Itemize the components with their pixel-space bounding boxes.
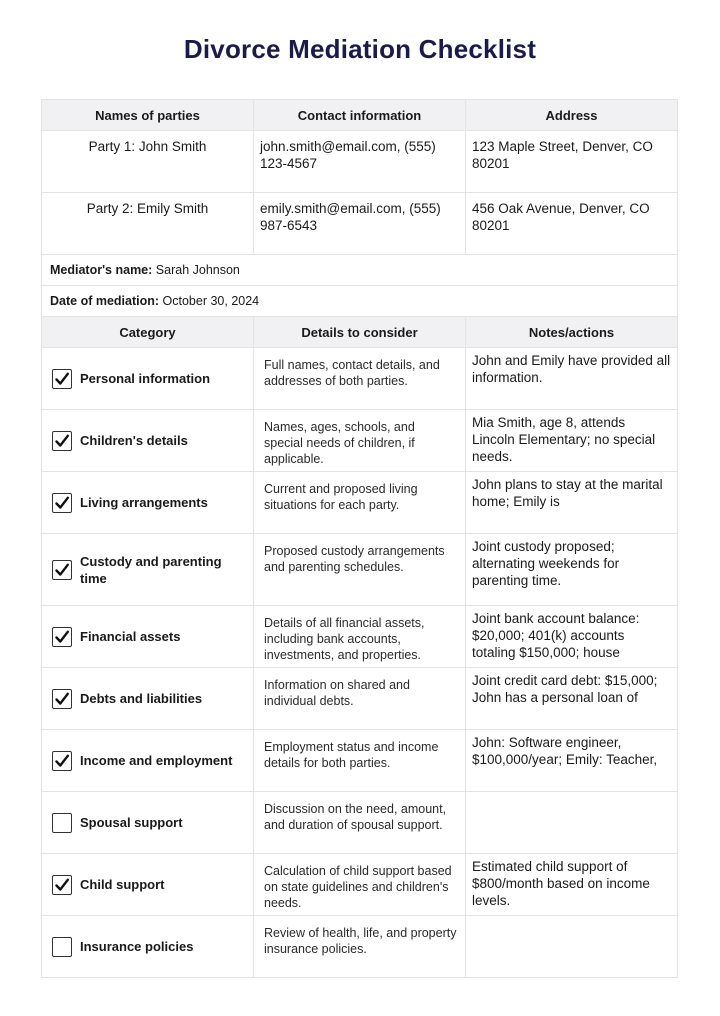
checklist-row bbox=[42, 854, 678, 916]
checkbox-checked[interactable] bbox=[52, 493, 72, 513]
details-cell: Employment status and income details for both parties. bbox=[254, 730, 466, 792]
checklist-row bbox=[42, 472, 678, 534]
category-cell bbox=[42, 410, 254, 472]
checkmark-icon bbox=[54, 371, 70, 387]
date-row bbox=[42, 286, 678, 317]
notes-cell bbox=[466, 916, 678, 978]
notes-cell: Joint bank account balance: $20,000; 401(k) accounts totaling $150,000; house bbox=[466, 606, 678, 668]
page-title: Divorce Mediation Checklist bbox=[183, 34, 537, 64]
header-contact-information: Contact information bbox=[254, 100, 466, 131]
header-category: Category bbox=[42, 317, 254, 348]
party-contact: john.smith@email.com, (555) 123-4567 bbox=[254, 131, 466, 193]
header-details: Details to consider bbox=[254, 317, 466, 348]
notes-cell bbox=[466, 792, 678, 854]
details-cell: Names, ages, schools, and special needs of children, if applicable. bbox=[254, 410, 466, 472]
checkmark-icon bbox=[54, 562, 70, 578]
date-value: October 30, 2024 bbox=[162, 293, 260, 308]
date-label: Date of mediation: bbox=[50, 293, 160, 308]
category-label: Income and employment bbox=[80, 753, 233, 768]
notes-cell: Estimated child support of $800/month based on income levels. bbox=[466, 854, 678, 916]
checklist-row bbox=[42, 792, 678, 854]
checklist-header-row bbox=[42, 317, 678, 348]
header-names-of-parties: Names of parties bbox=[42, 100, 254, 131]
details-cell: Current and proposed living situations for each party. bbox=[254, 472, 466, 534]
mediation-checklist-table bbox=[41, 99, 678, 978]
details-cell: Proposed custody arrangements and parenting schedules. bbox=[254, 534, 466, 606]
notes-cell: Mia Smith, age 8, attends Lincoln Elementary; no special needs. bbox=[466, 410, 678, 472]
checklist-row bbox=[42, 534, 678, 606]
notes-cell: Joint credit card debt: $15,000; John has a personal loan of bbox=[466, 668, 678, 730]
checkbox-checked[interactable] bbox=[52, 689, 72, 709]
details-cell: Information on shared and individual debts. bbox=[254, 668, 466, 730]
checkmark-icon bbox=[54, 629, 70, 645]
checkbox-checked[interactable] bbox=[52, 560, 72, 580]
checkmark-icon bbox=[54, 691, 70, 707]
party-row bbox=[42, 193, 678, 255]
header-address: Address bbox=[466, 100, 678, 131]
checkbox-unchecked[interactable] bbox=[52, 937, 72, 957]
party-address: 456 Oak Avenue, Denver, CO 80201 bbox=[466, 193, 678, 255]
category-label: Custody and parenting time bbox=[80, 553, 222, 586]
checklist-row bbox=[42, 730, 678, 792]
party-name: Party 1: John Smith bbox=[42, 131, 254, 193]
category-cell bbox=[42, 348, 254, 410]
category-cell bbox=[42, 730, 254, 792]
category-label: Living arrangements bbox=[80, 495, 208, 510]
category-label: Spousal support bbox=[80, 815, 183, 830]
party-contact: emily.smith@email.com, (555) 987-6543 bbox=[254, 193, 466, 255]
notes-cell: John: Software engineer, $100,000/year; Emily: Teacher, bbox=[466, 730, 678, 792]
details-cell: Details of all financial assets, including bank accounts, investments, and properties. bbox=[254, 606, 466, 668]
checklist-row bbox=[42, 410, 678, 472]
category-cell bbox=[42, 534, 254, 606]
checkmark-icon bbox=[54, 433, 70, 449]
mediator-value: Sarah Johnson bbox=[155, 262, 240, 277]
notes-cell: John plans to stay at the marital home; Emily is bbox=[466, 472, 678, 534]
mediator-label: Mediator's name: bbox=[50, 262, 153, 277]
checkmark-icon bbox=[54, 495, 70, 511]
party-row bbox=[42, 131, 678, 193]
header-notes: Notes/actions bbox=[466, 317, 678, 348]
category-label: Personal information bbox=[80, 371, 211, 386]
date-cell bbox=[42, 286, 678, 317]
checklist-row bbox=[42, 668, 678, 730]
notes-cell: John and Emily have provided all information. bbox=[466, 348, 678, 410]
category-label: Insurance policies bbox=[80, 939, 194, 954]
party-address: 123 Maple Street, Denver, CO 80201 bbox=[466, 131, 678, 193]
checkbox-checked[interactable] bbox=[52, 431, 72, 451]
checklist-row bbox=[42, 348, 678, 410]
category-cell bbox=[42, 792, 254, 854]
checkbox-checked[interactable] bbox=[52, 751, 72, 771]
checkmark-icon bbox=[54, 753, 70, 769]
details-cell: Full names, contact details, and addresses of both parties. bbox=[254, 348, 466, 410]
details-cell: Calculation of child support based on state guidelines and children's needs. bbox=[254, 854, 466, 916]
category-label: Child support bbox=[80, 877, 165, 892]
category-cell bbox=[42, 472, 254, 534]
checkbox-checked[interactable] bbox=[52, 369, 72, 389]
checkmark-icon bbox=[54, 877, 70, 893]
category-label: Debts and liabilities bbox=[80, 691, 203, 706]
checkbox-checked[interactable] bbox=[52, 627, 72, 647]
category-cell bbox=[42, 668, 254, 730]
mediator-row bbox=[42, 255, 678, 286]
details-cell: Discussion on the need, amount, and duration of spousal support. bbox=[254, 792, 466, 854]
category-label: Financial assets bbox=[80, 629, 181, 644]
category-label: Children's details bbox=[80, 433, 188, 448]
category-cell bbox=[42, 916, 254, 978]
checkbox-unchecked[interactable] bbox=[52, 813, 72, 833]
parties-header-row bbox=[42, 100, 678, 131]
details-cell: Review of health, life, and property insurance policies. bbox=[254, 916, 466, 978]
checkbox-checked[interactable] bbox=[52, 875, 72, 895]
category-cell bbox=[42, 854, 254, 916]
category-cell bbox=[42, 606, 254, 668]
checklist-row bbox=[42, 606, 678, 668]
notes-cell: Joint custody proposed; alternating weekends for parenting time. bbox=[466, 534, 678, 606]
party-name: Party 2: Emily Smith bbox=[42, 193, 254, 255]
mediator-cell bbox=[42, 255, 678, 286]
checklist-body bbox=[42, 348, 678, 978]
checklist-row bbox=[42, 916, 678, 978]
